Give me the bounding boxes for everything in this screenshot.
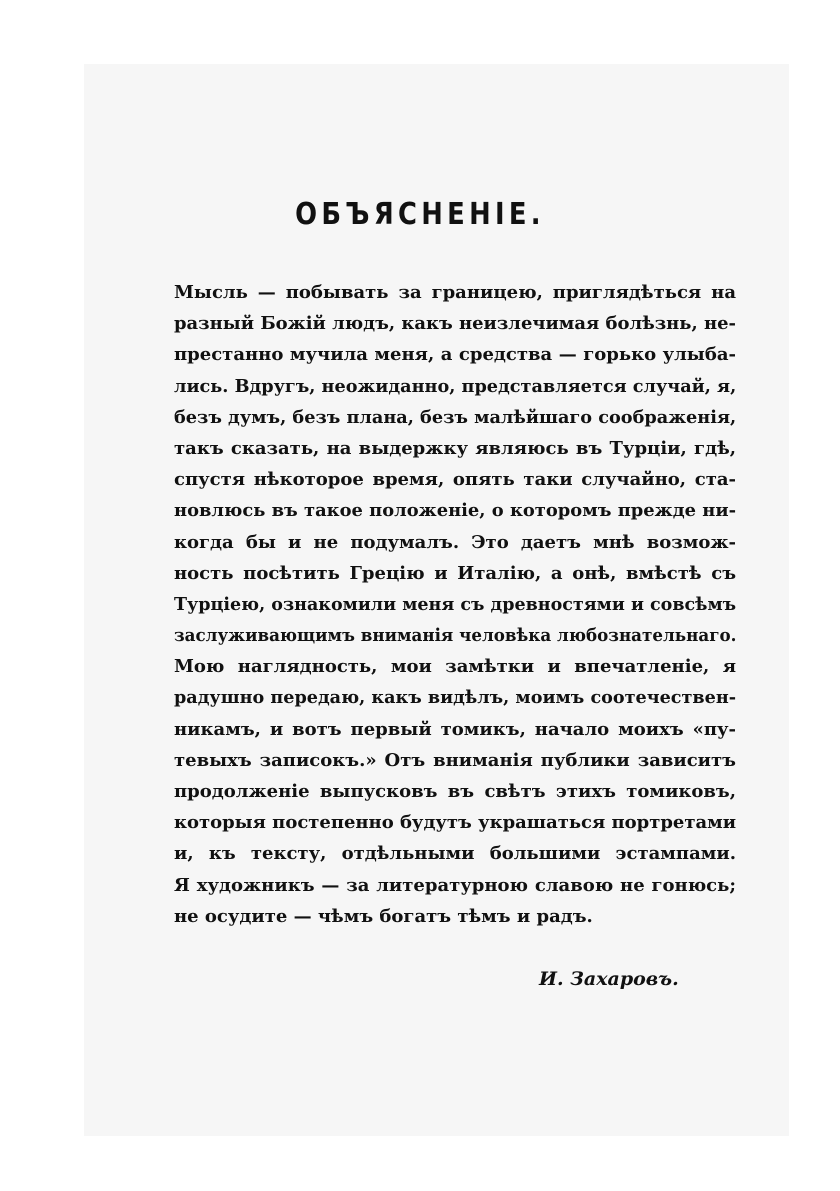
text-line: никамъ, и вотъ первый томикъ, начало моихъ «пу-	[174, 718, 736, 740]
text-line: которыя постепенно будутъ украшаться портретами	[174, 812, 736, 834]
text-line: и, къ тексту, отдѣльными большими эстампами.	[174, 843, 736, 865]
text-line: Мою наглядность, мои замѣтки и впечатленіе, я	[174, 656, 736, 678]
text-line: ность посѣтить Грецію и Италію, а онѣ, вмѣстѣ съ	[174, 562, 736, 584]
text-line: не осудите — чѣмъ богатъ тѣмъ и радъ.	[174, 905, 593, 927]
body-text	[174, 277, 736, 932]
text-line: продолженіе выпусковъ въ свѣтъ этихъ томиковъ,	[174, 781, 736, 802]
page-title: ОБЪЯСНЕНІЕ.	[295, 197, 545, 232]
text-line: Турціею, ознакомили меня съ древностями и совсѣмъ	[174, 593, 736, 615]
text-line: Мысль — побывать за границею, приглядѣться на	[174, 282, 736, 303]
text-line: спустя нѣкоторое время, опять таки случайно, ста-	[174, 469, 736, 491]
author-signature: И. Захаровъ.	[539, 968, 679, 990]
text-line: тевыхъ записокъ.» Отъ вниманія публики зависитъ	[174, 749, 736, 771]
text-line: когда бы и не подумалъ. Это даетъ мнѣ возмож-	[174, 531, 736, 553]
text-line: безъ думъ, безъ плана, безъ малѣйшаго соображенія,	[174, 406, 736, 428]
text-line: престанно мучила меня, а средства — горько улыба-	[174, 344, 736, 366]
text-line: новлюсь въ такое положеніе, о которомъ прежде ни-	[174, 500, 736, 522]
text-line: лись. Вдругъ, неожиданно, представляется случай, я,	[174, 375, 736, 397]
text-line: Я художникъ — за литературною славою не гонюсь;	[174, 874, 736, 896]
text-line: разный Божій людъ, какъ неизлечимая болѣзнь, не-	[174, 313, 736, 335]
text-line: заслуживающимъ вниманія человѣка любознательнаго.	[174, 625, 736, 647]
text-line: такъ сказать, на выдержку являюсь въ Турціи, гдѣ,	[174, 437, 736, 459]
text-line: радушно передаю, какъ видѣлъ, моимъ соотечествен-	[174, 687, 736, 709]
